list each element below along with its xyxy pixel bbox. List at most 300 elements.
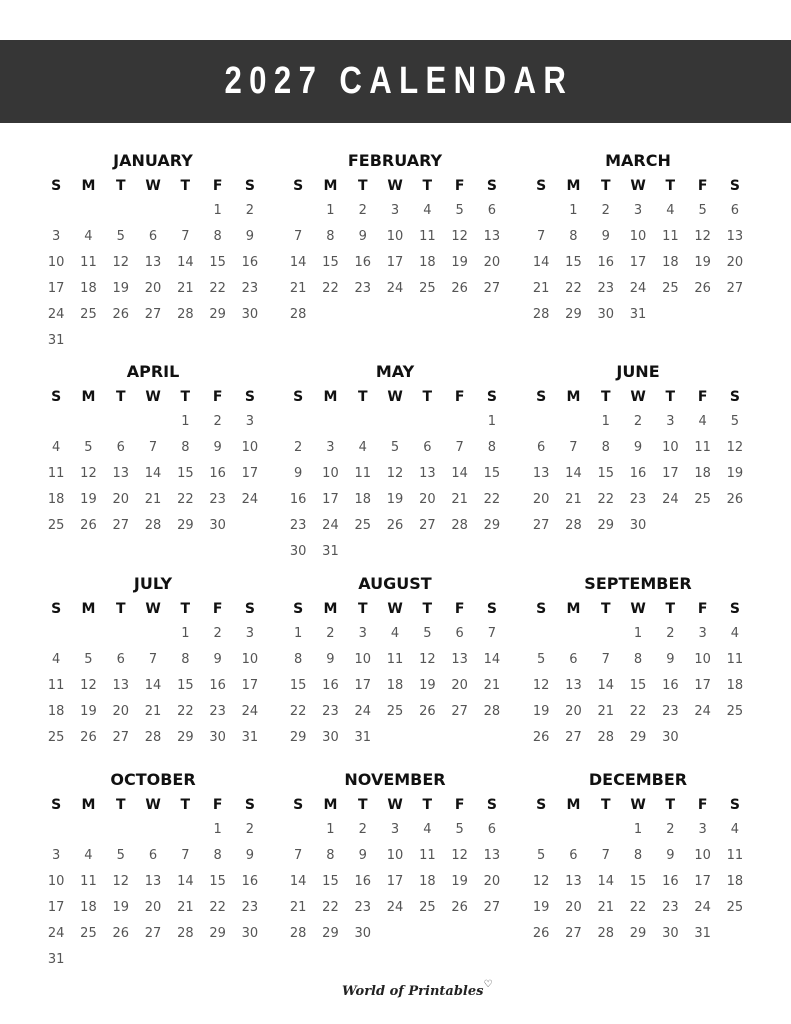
weekday-header: S bbox=[486, 389, 497, 405]
day-cell: 4 bbox=[52, 652, 61, 667]
day-cell: 9 bbox=[633, 440, 643, 455]
day-cell: 29 bbox=[322, 926, 339, 941]
day-cell: 7 bbox=[601, 848, 610, 863]
empty-cell bbox=[40, 817, 72, 843]
day-cell: 7 bbox=[537, 229, 546, 244]
day-cell: 4 bbox=[390, 626, 400, 641]
day-cell: 26 bbox=[386, 518, 404, 533]
weekday-header: S bbox=[293, 178, 304, 194]
weekday-header: T bbox=[422, 389, 433, 405]
day-cell: 11 bbox=[662, 229, 679, 244]
day-cell: 12 bbox=[112, 255, 130, 270]
day-cell: 18 bbox=[726, 874, 744, 889]
day-cell: 23 bbox=[209, 492, 226, 507]
day-cell: 8 bbox=[326, 229, 335, 244]
day-cell: 17 bbox=[694, 678, 711, 693]
day-cell: 25 bbox=[80, 307, 97, 322]
day-cell: 15 bbox=[289, 678, 307, 693]
day-cell: 7 bbox=[601, 652, 610, 667]
day-cell: 12 bbox=[80, 678, 97, 693]
day-cell: 1 bbox=[487, 414, 497, 429]
weekday-header: S bbox=[536, 389, 547, 405]
day-cell: 31 bbox=[694, 926, 711, 941]
day-cell: 2 bbox=[666, 626, 675, 641]
weekday-header: W bbox=[145, 601, 161, 617]
day-cell: 19 bbox=[386, 492, 404, 507]
weekday-header: S bbox=[536, 797, 547, 813]
day-cell: 26 bbox=[726, 492, 744, 507]
day-cell: 14 bbox=[289, 874, 307, 889]
weekday-header: M bbox=[81, 601, 96, 617]
day-cell: 14 bbox=[177, 255, 194, 270]
day-cell: 8 bbox=[601, 440, 610, 455]
day-cell: 28 bbox=[177, 926, 194, 941]
day-cell: 16 bbox=[597, 255, 615, 270]
day-cell: 9 bbox=[294, 466, 303, 481]
day-cell: 4 bbox=[84, 848, 93, 863]
day-cell: 11 bbox=[726, 848, 744, 863]
weekday-header: M bbox=[323, 389, 338, 405]
day-cell: 25 bbox=[80, 926, 97, 941]
day-cell: 11 bbox=[419, 229, 436, 244]
day-cell: 22 bbox=[483, 492, 501, 507]
day-cell: 29 bbox=[209, 926, 226, 941]
day-cell: 1 bbox=[601, 414, 610, 429]
day-cell: 20 bbox=[483, 255, 501, 270]
day-cell: 2 bbox=[358, 203, 367, 218]
day-cell: 2 bbox=[213, 414, 222, 429]
day-cell: 20 bbox=[726, 255, 744, 270]
weekday-header: F bbox=[212, 601, 223, 617]
day-cell: 5 bbox=[698, 203, 707, 218]
day-cell: 12 bbox=[386, 466, 404, 481]
day-cell: 2 bbox=[358, 822, 367, 837]
day-cell: 13 bbox=[532, 466, 550, 481]
weekday-header: T bbox=[180, 389, 191, 405]
day-cell: 4 bbox=[666, 203, 675, 218]
day-cell: 8 bbox=[294, 652, 303, 667]
empty-cell bbox=[282, 409, 314, 435]
day-cell: 7 bbox=[294, 848, 303, 863]
empty-cell bbox=[40, 409, 72, 435]
day-cell: 23 bbox=[629, 492, 647, 507]
day-cell: 16 bbox=[662, 874, 679, 889]
month-january bbox=[40, 150, 266, 354]
day-cell: 16 bbox=[629, 466, 647, 481]
day-cell: 5 bbox=[455, 822, 464, 837]
day-cell: 18 bbox=[694, 466, 711, 481]
day-cell: 28 bbox=[289, 307, 307, 322]
day-cell: 7 bbox=[487, 626, 497, 641]
day-cell: 11 bbox=[694, 440, 711, 455]
weekday-header: W bbox=[387, 601, 403, 617]
day-cell: 17 bbox=[354, 678, 372, 693]
day-cell: 6 bbox=[148, 229, 158, 244]
day-cell: 5 bbox=[390, 440, 400, 455]
weekday-header: S bbox=[244, 178, 255, 194]
day-cell: 17 bbox=[47, 281, 65, 296]
day-cell: 25 bbox=[726, 900, 744, 915]
day-cell: 1 bbox=[181, 626, 190, 641]
day-cell: 16 bbox=[354, 874, 372, 889]
day-cell: 7 bbox=[148, 440, 158, 455]
day-cell: 3 bbox=[326, 440, 335, 455]
day-cell: 18 bbox=[419, 255, 436, 270]
day-cell: 8 bbox=[633, 652, 643, 667]
day-cell: 1 bbox=[213, 822, 222, 837]
day-cell: 30 bbox=[597, 307, 615, 322]
empty-cell bbox=[525, 198, 557, 224]
day-cell: 22 bbox=[177, 704, 194, 719]
month-title: SEPTEMBER bbox=[584, 574, 692, 593]
weekday-header: M bbox=[323, 797, 338, 813]
day-cell: 16 bbox=[209, 678, 226, 693]
day-cell: 5 bbox=[84, 440, 93, 455]
day-cell: 25 bbox=[47, 518, 65, 533]
day-cell: 5 bbox=[537, 652, 546, 667]
day-cell: 27 bbox=[726, 281, 744, 296]
day-cell: 25 bbox=[354, 518, 372, 533]
day-cell: 21 bbox=[144, 492, 162, 507]
weekday-header: T bbox=[180, 797, 191, 813]
weekday-header: W bbox=[630, 178, 646, 194]
day-cell: 12 bbox=[532, 874, 550, 889]
day-cell: 24 bbox=[354, 704, 372, 719]
brand-name: World of Printables bbox=[342, 984, 484, 999]
day-cell: 19 bbox=[80, 492, 97, 507]
weekday-header: S bbox=[244, 389, 255, 405]
empty-cell bbox=[557, 621, 589, 647]
weekday-header: T bbox=[600, 389, 611, 405]
page-title: 2027 CALENDAR bbox=[224, 60, 574, 102]
weekday-header: T bbox=[115, 797, 126, 813]
day-cell: 18 bbox=[47, 492, 65, 507]
day-cell: 20 bbox=[419, 492, 436, 507]
day-cell: 24 bbox=[322, 518, 339, 533]
month-title: NOVEMBER bbox=[344, 770, 446, 789]
weekday-header: S bbox=[293, 601, 304, 617]
day-cell: 9 bbox=[245, 229, 255, 244]
empty-cell bbox=[443, 409, 475, 435]
day-cell: 16 bbox=[354, 255, 372, 270]
empty-cell bbox=[137, 198, 169, 224]
month-august bbox=[282, 573, 508, 751]
day-cell: 15 bbox=[597, 466, 615, 481]
day-cell: 2 bbox=[245, 822, 255, 837]
day-cell: 29 bbox=[565, 307, 582, 322]
day-cell: 1 bbox=[326, 203, 335, 218]
day-cell: 31 bbox=[322, 544, 339, 559]
empty-cell bbox=[411, 409, 443, 435]
day-cell: 9 bbox=[213, 652, 222, 667]
day-cell: 4 bbox=[730, 822, 740, 837]
day-cell: 5 bbox=[730, 414, 740, 429]
day-cell: 6 bbox=[455, 626, 464, 641]
day-cell: 23 bbox=[354, 281, 372, 296]
day-cell: 26 bbox=[80, 518, 97, 533]
weekday-header: S bbox=[244, 797, 255, 813]
day-cell: 19 bbox=[80, 704, 97, 719]
month-december bbox=[525, 769, 751, 947]
month-title: APRIL bbox=[126, 362, 180, 381]
day-cell: 20 bbox=[112, 492, 130, 507]
day-cell: 29 bbox=[209, 307, 226, 322]
day-cell: 20 bbox=[565, 704, 582, 719]
day-cell: 20 bbox=[112, 704, 130, 719]
day-cell: 4 bbox=[84, 229, 93, 244]
day-cell: 1 bbox=[569, 203, 578, 218]
day-cell: 21 bbox=[451, 492, 468, 507]
month-grid bbox=[40, 172, 266, 354]
day-cell: 22 bbox=[322, 281, 339, 296]
day-cell: 9 bbox=[666, 652, 675, 667]
day-cell: 3 bbox=[633, 203, 643, 218]
day-cell: 12 bbox=[451, 848, 468, 863]
day-cell: 9 bbox=[666, 848, 675, 863]
day-cell: 21 bbox=[597, 704, 615, 719]
day-cell: 13 bbox=[483, 229, 501, 244]
day-cell: 18 bbox=[47, 704, 65, 719]
day-cell: 17 bbox=[662, 466, 679, 481]
day-cell: 8 bbox=[213, 848, 222, 863]
day-cell: 26 bbox=[532, 926, 550, 941]
day-cell: 1 bbox=[213, 203, 222, 218]
day-cell: 1 bbox=[633, 626, 643, 641]
day-cell: 19 bbox=[112, 900, 130, 915]
day-cell: 9 bbox=[213, 440, 222, 455]
weekday-header: F bbox=[697, 389, 708, 405]
day-cell: 30 bbox=[629, 518, 647, 533]
day-cell: 31 bbox=[629, 307, 647, 322]
weekday-header: F bbox=[697, 178, 708, 194]
weekday-header: W bbox=[145, 389, 161, 405]
day-cell: 20 bbox=[565, 900, 582, 915]
month-grid bbox=[282, 595, 508, 751]
day-cell: 10 bbox=[47, 874, 65, 889]
day-cell: 28 bbox=[483, 704, 501, 719]
day-cell: 30 bbox=[289, 544, 307, 559]
day-cell: 21 bbox=[144, 704, 162, 719]
day-cell: 27 bbox=[483, 281, 501, 296]
empty-cell bbox=[137, 409, 169, 435]
month-grid bbox=[282, 172, 508, 328]
month-title: OCTOBER bbox=[110, 770, 196, 789]
day-cell: 17 bbox=[47, 900, 65, 915]
day-cell: 27 bbox=[451, 704, 468, 719]
month-april bbox=[40, 361, 266, 539]
day-cell: 17 bbox=[386, 874, 404, 889]
empty-cell bbox=[525, 409, 557, 435]
day-cell: 24 bbox=[241, 492, 259, 507]
empty-cell bbox=[40, 621, 72, 647]
day-cell: 3 bbox=[358, 626, 367, 641]
weekday-header: S bbox=[293, 389, 304, 405]
day-cell: 25 bbox=[662, 281, 679, 296]
day-cell: 12 bbox=[112, 874, 130, 889]
weekday-header: T bbox=[115, 389, 126, 405]
day-cell: 8 bbox=[633, 848, 643, 863]
day-cell: 23 bbox=[241, 281, 259, 296]
day-cell: 22 bbox=[209, 281, 226, 296]
empty-cell bbox=[72, 198, 104, 224]
day-cell: 13 bbox=[565, 678, 582, 693]
day-cell: 26 bbox=[532, 730, 550, 745]
empty-cell bbox=[105, 198, 137, 224]
month-march bbox=[525, 150, 751, 328]
weekday-header: S bbox=[729, 601, 740, 617]
day-cell: 25 bbox=[694, 492, 711, 507]
weekday-header: F bbox=[697, 601, 708, 617]
weekday-header: T bbox=[180, 601, 191, 617]
weekday-header: S bbox=[486, 178, 497, 194]
day-cell: 30 bbox=[662, 730, 679, 745]
day-cell: 4 bbox=[52, 440, 61, 455]
day-cell: 23 bbox=[241, 900, 259, 915]
day-cell: 11 bbox=[354, 466, 372, 481]
month-september bbox=[525, 573, 751, 751]
day-cell: 13 bbox=[112, 678, 130, 693]
weekday-header: S bbox=[51, 178, 62, 194]
day-cell: 6 bbox=[487, 203, 497, 218]
day-cell: 28 bbox=[177, 307, 194, 322]
weekday-header: T bbox=[357, 389, 368, 405]
month-june bbox=[525, 361, 751, 539]
day-cell: 10 bbox=[386, 229, 404, 244]
day-cell: 10 bbox=[629, 229, 647, 244]
weekday-header: T bbox=[600, 601, 611, 617]
day-cell: 20 bbox=[144, 281, 162, 296]
day-cell: 6 bbox=[423, 440, 432, 455]
day-cell: 4 bbox=[698, 414, 707, 429]
day-cell: 13 bbox=[451, 652, 468, 667]
weekday-header: S bbox=[536, 178, 547, 194]
day-cell: 19 bbox=[451, 874, 468, 889]
day-cell: 3 bbox=[698, 626, 707, 641]
day-cell: 19 bbox=[694, 255, 711, 270]
weekday-header: F bbox=[212, 389, 223, 405]
day-cell: 3 bbox=[390, 203, 400, 218]
empty-cell bbox=[590, 817, 622, 843]
day-cell: 9 bbox=[245, 848, 255, 863]
day-cell: 27 bbox=[532, 518, 550, 533]
day-cell: 8 bbox=[326, 848, 335, 863]
weekday-header: S bbox=[244, 601, 255, 617]
day-cell: 29 bbox=[483, 518, 501, 533]
day-cell: 28 bbox=[565, 518, 582, 533]
day-cell: 22 bbox=[177, 492, 194, 507]
empty-cell bbox=[105, 621, 137, 647]
empty-cell bbox=[525, 817, 557, 843]
day-cell: 7 bbox=[294, 229, 303, 244]
day-cell: 27 bbox=[419, 518, 436, 533]
day-cell: 5 bbox=[423, 626, 432, 641]
day-cell: 17 bbox=[322, 492, 339, 507]
day-cell: 18 bbox=[726, 678, 744, 693]
day-cell: 27 bbox=[565, 926, 582, 941]
day-cell: 12 bbox=[694, 229, 711, 244]
day-cell: 6 bbox=[148, 848, 158, 863]
day-cell: 30 bbox=[241, 926, 259, 941]
day-cell: 6 bbox=[537, 440, 546, 455]
weekday-header: T bbox=[600, 178, 611, 194]
weekday-header: T bbox=[422, 178, 433, 194]
day-cell: 23 bbox=[662, 900, 679, 915]
day-cell: 25 bbox=[386, 704, 404, 719]
weekday-header: T bbox=[600, 797, 611, 813]
empty-cell bbox=[347, 409, 379, 435]
day-cell: 26 bbox=[451, 900, 468, 915]
day-cell: 17 bbox=[241, 678, 259, 693]
day-cell: 4 bbox=[423, 822, 432, 837]
day-cell: 19 bbox=[532, 900, 550, 915]
day-cell: 18 bbox=[80, 281, 97, 296]
day-cell: 6 bbox=[569, 652, 578, 667]
empty-cell bbox=[137, 621, 169, 647]
day-cell: 24 bbox=[47, 307, 65, 322]
day-cell: 26 bbox=[112, 926, 130, 941]
day-cell: 18 bbox=[386, 678, 404, 693]
day-cell: 14 bbox=[483, 652, 501, 667]
day-cell: 17 bbox=[694, 874, 711, 889]
day-cell: 18 bbox=[80, 900, 97, 915]
day-cell: 27 bbox=[565, 730, 582, 745]
day-cell: 24 bbox=[694, 704, 711, 719]
day-cell: 1 bbox=[633, 822, 643, 837]
day-cell: 14 bbox=[532, 255, 550, 270]
day-cell: 22 bbox=[629, 704, 647, 719]
day-cell: 7 bbox=[181, 848, 190, 863]
day-cell: 2 bbox=[213, 626, 222, 641]
brand-logo bbox=[342, 979, 493, 999]
weekday-header: T bbox=[665, 389, 676, 405]
day-cell: 15 bbox=[629, 678, 647, 693]
day-cell: 21 bbox=[177, 281, 194, 296]
day-cell: 3 bbox=[245, 626, 255, 641]
day-cell: 28 bbox=[597, 926, 615, 941]
day-cell: 27 bbox=[144, 307, 162, 322]
day-cell: 21 bbox=[289, 281, 307, 296]
day-cell: 23 bbox=[322, 704, 339, 719]
day-cell: 29 bbox=[597, 518, 615, 533]
day-cell: 3 bbox=[666, 414, 675, 429]
weekday-header: M bbox=[566, 389, 581, 405]
weekday-header: M bbox=[81, 797, 96, 813]
day-cell: 5 bbox=[116, 229, 125, 244]
empty-cell bbox=[314, 409, 346, 435]
day-cell: 7 bbox=[569, 440, 578, 455]
empty-cell bbox=[137, 817, 169, 843]
day-cell: 5 bbox=[116, 848, 125, 863]
day-cell: 12 bbox=[726, 440, 744, 455]
day-cell: 10 bbox=[694, 848, 711, 863]
day-cell: 27 bbox=[112, 730, 130, 745]
day-cell: 11 bbox=[726, 652, 744, 667]
weekday-header: W bbox=[387, 389, 403, 405]
weekday-header: T bbox=[422, 797, 433, 813]
day-cell: 6 bbox=[116, 652, 125, 667]
day-cell: 14 bbox=[289, 255, 307, 270]
weekday-header: F bbox=[454, 797, 465, 813]
weekday-header: W bbox=[630, 601, 646, 617]
empty-cell bbox=[169, 817, 201, 843]
day-cell: 10 bbox=[694, 652, 711, 667]
weekday-header: S bbox=[293, 797, 304, 813]
day-cell: 21 bbox=[289, 900, 307, 915]
day-cell: 2 bbox=[666, 822, 675, 837]
empty-cell bbox=[590, 621, 622, 647]
day-cell: 11 bbox=[47, 466, 65, 481]
day-cell: 22 bbox=[597, 492, 615, 507]
